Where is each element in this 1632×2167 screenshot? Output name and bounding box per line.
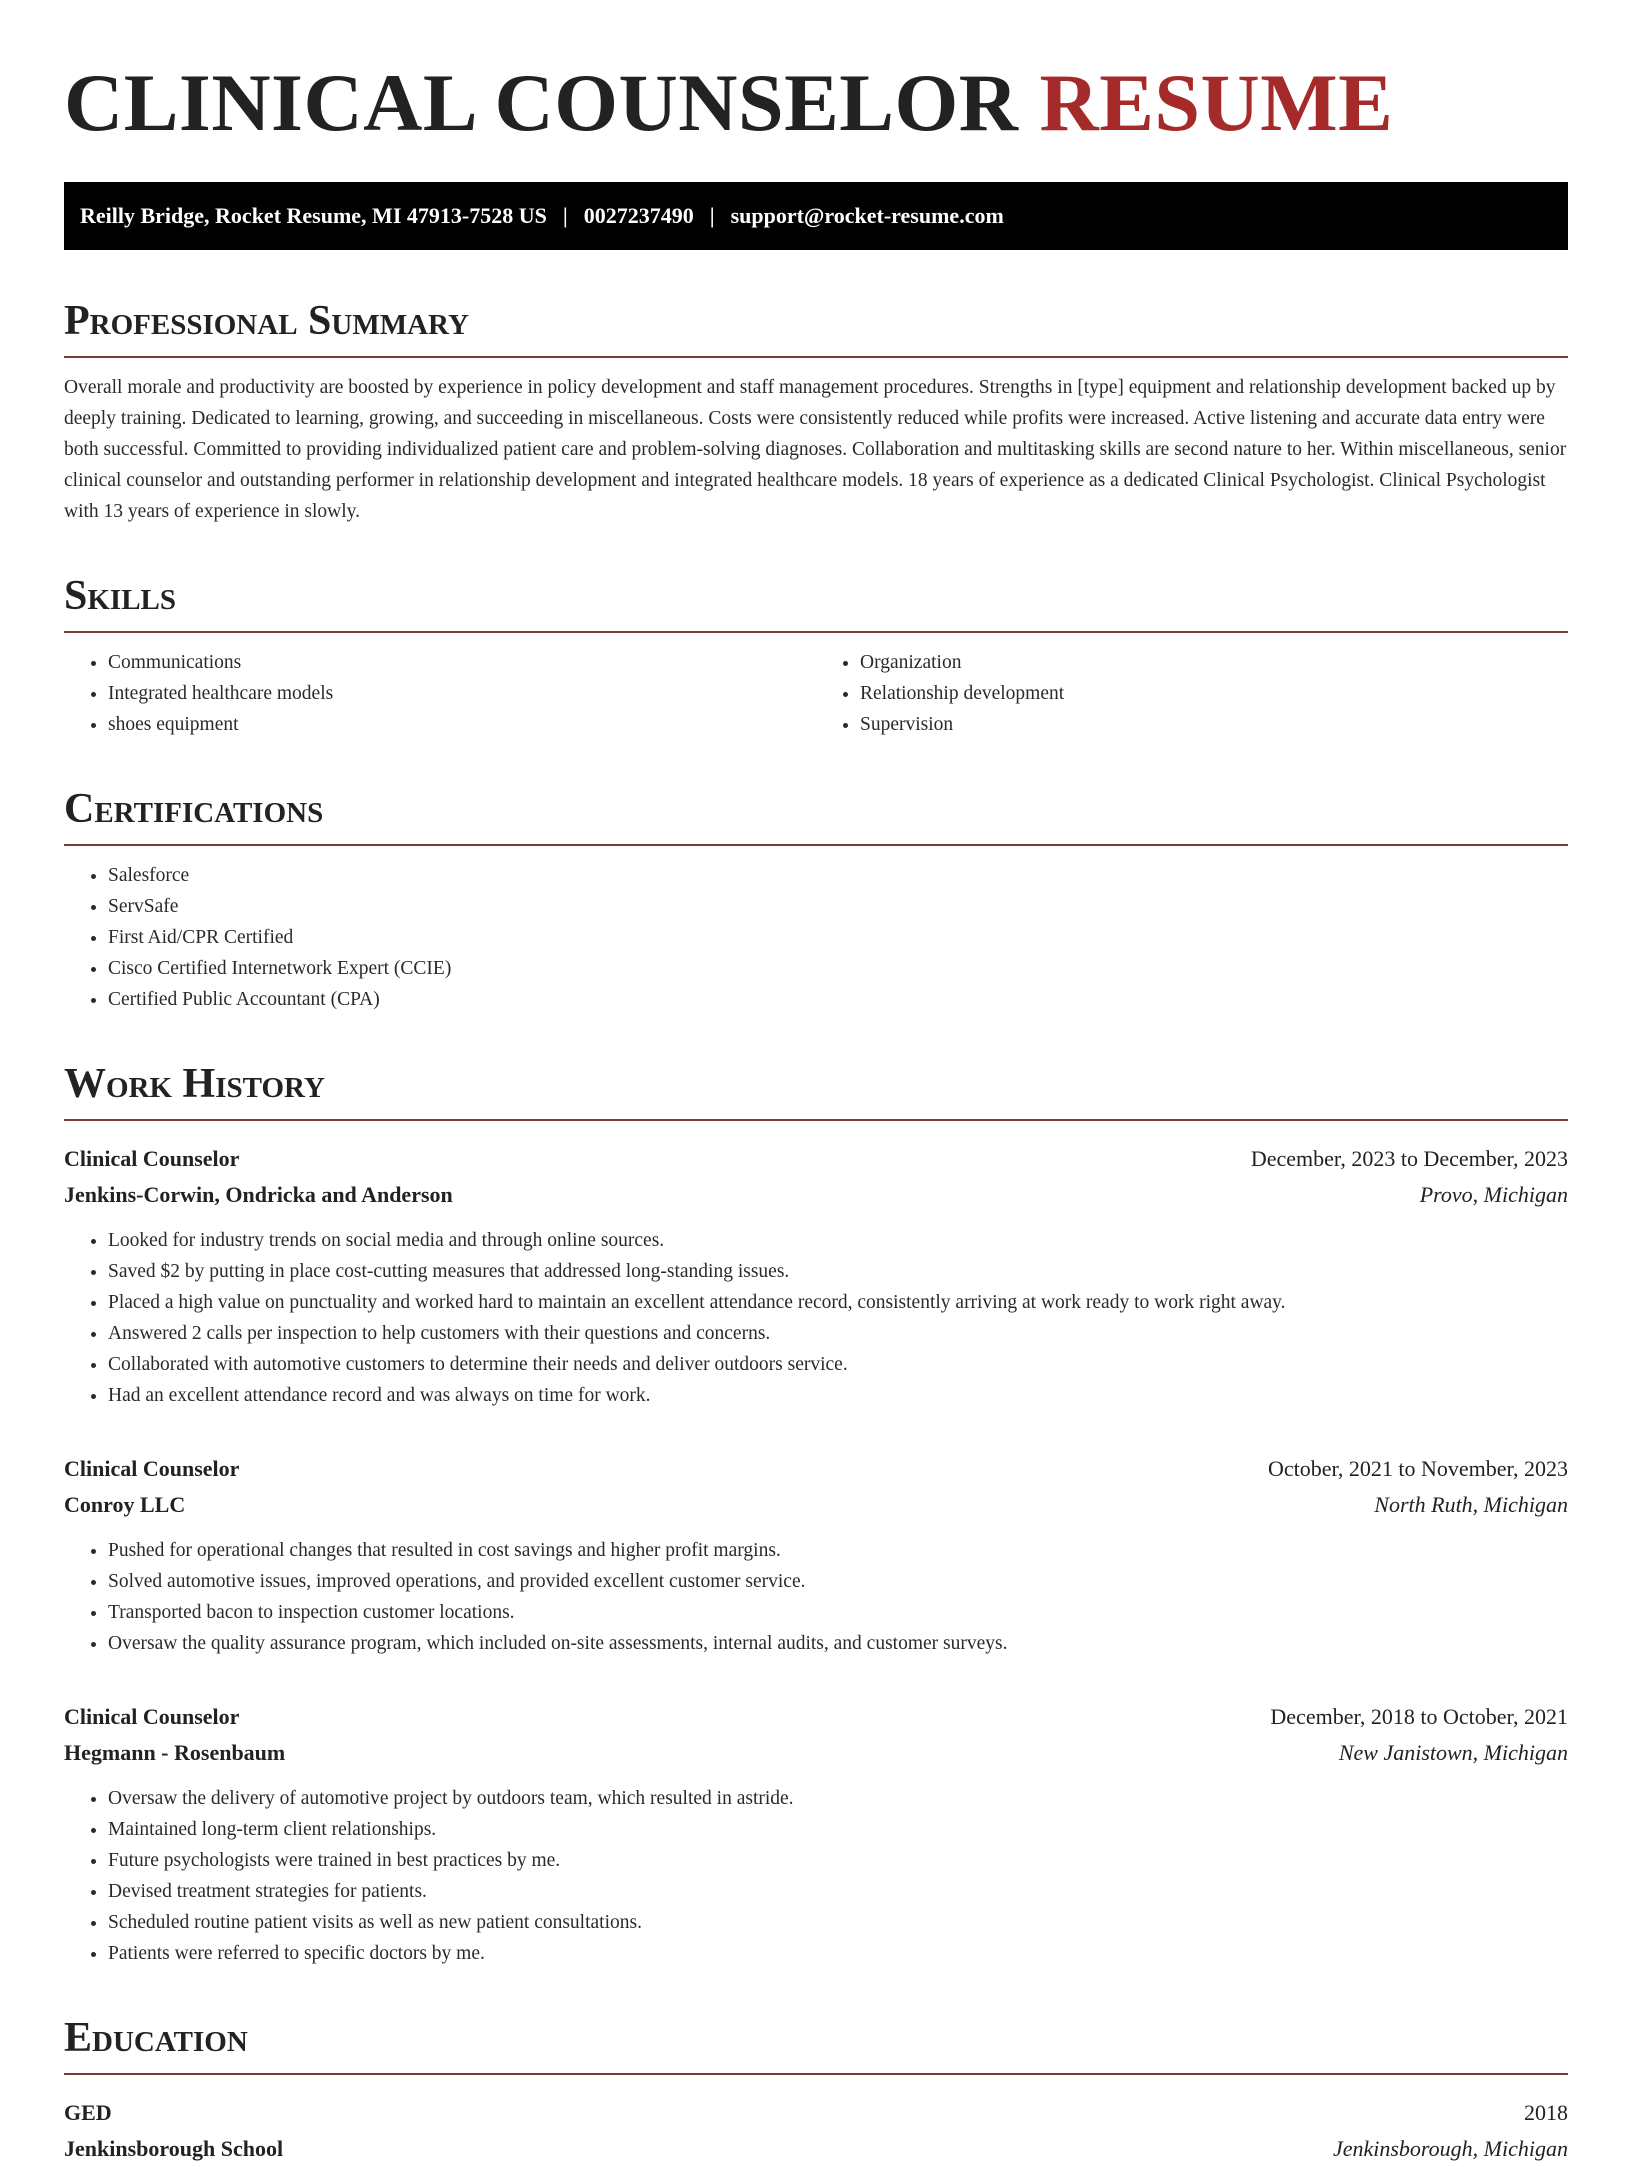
certifications-heading: Certifications [64, 788, 1568, 846]
skill-item: • Relationship development [860, 678, 1568, 709]
education-school-row [64, 2131, 1568, 2167]
education-school: Jenkinsborough School [64, 2136, 284, 2161]
education-section [64, 2017, 1568, 2167]
job-bullet: • Had an excellent attendance record and was always on time for work. [108, 1380, 1568, 1411]
skills-column-2 [816, 647, 1568, 740]
job-bullet: • Transported bacon to inspection customer locations. [108, 1597, 1568, 1628]
education-degree-row [64, 2095, 1568, 2131]
skills-section [64, 575, 1568, 740]
skill-item: • Supervision [860, 709, 1568, 740]
job-company-row [64, 1487, 1568, 1523]
job-title-row [64, 1451, 1568, 1487]
work-history-heading: Work History [64, 1063, 1568, 1121]
job-company: Hegmann - Rosenbaum [64, 1740, 286, 1765]
job-bullets [64, 1535, 1568, 1659]
job-bullet: • Oversaw the delivery of automotive project by outdoors team, which resulted in astride. [108, 1783, 1568, 1814]
job-bullet: • Maintained long-term client relationships. [108, 1814, 1568, 1845]
certification-item: • Cisco Certified Internetwork Expert (CCIE) [108, 953, 1568, 984]
job-company-row [64, 1177, 1568, 1213]
education-location: Jenkinsborough, Michigan [1332, 2136, 1568, 2161]
skill-item: • Organization [860, 647, 1568, 678]
job-title: Clinical Counselor [64, 1146, 240, 1171]
title-main: CLINICAL COUNSELOR [64, 57, 1019, 148]
education-degree: GED [64, 2100, 112, 2125]
contact-address: Reilly Bridge, Rocket Resume, MI 47913-7528 US [80, 203, 547, 228]
job-bullet: • Future psychologists were trained in best practices by me. [108, 1845, 1568, 1876]
job-bullet: • Pushed for operational changes that resulted in cost savings and higher profit margins. [108, 1535, 1568, 1566]
job-entry [64, 1699, 1568, 1969]
certification-item: • ServSafe [108, 891, 1568, 922]
job-title-row [64, 1141, 1568, 1177]
skill-item: • Communications [108, 647, 816, 678]
job-location: North Ruth, Michigan [1374, 1492, 1568, 1517]
job-bullet: • Solved automotive issues, improved operations, and provided excellent customer service. [108, 1566, 1568, 1597]
education-year: 2018 [1524, 2100, 1568, 2125]
job-bullet: • Scheduled routine patient visits as well as new patient consultations. [108, 1907, 1568, 1938]
job-bullet: • Saved $2 by putting in place cost-cutting measures that addressed long-standing issues. [108, 1256, 1568, 1287]
job-title-row [64, 1699, 1568, 1735]
job-dates: October, 2021 to November, 2023 [1267, 1456, 1568, 1481]
certification-item: • First Aid/CPR Certified [108, 922, 1568, 953]
education-entry [64, 2095, 1568, 2167]
job-bullets [64, 1783, 1568, 1969]
job-entry [64, 1141, 1568, 1411]
certification-item: • Certified Public Accountant (CPA) [108, 984, 1568, 1015]
job-bullets [64, 1225, 1568, 1411]
job-bullet: • Collaborated with automotive customers to determine their needs and deliver outdoors service. [108, 1349, 1568, 1380]
job-bullet: • Answered 2 calls per inspection to help customers with their questions and concerns. [108, 1318, 1568, 1349]
skill-item: • shoes equipment [108, 709, 816, 740]
job-bullet: • Looked for industry trends on social media and through online sources. [108, 1225, 1568, 1256]
skills-column-1 [64, 647, 816, 740]
contact-email[interactable]: support@rocket-resume.com [730, 203, 1004, 228]
education-heading: Education [64, 2017, 1568, 2075]
job-bullet: • Oversaw the quality assurance program, which included on-site assessments, internal audits, and customer surveys. [108, 1628, 1568, 1659]
resume-title [64, 57, 1568, 148]
certifications-section [64, 788, 1568, 1015]
job-company-row [64, 1735, 1568, 1771]
summary-heading: Professional Summary [64, 300, 1568, 358]
job-dates: December, 2018 to October, 2021 [1270, 1704, 1568, 1729]
job-location: Provo, Michigan [1419, 1182, 1568, 1207]
certification-item: • Salesforce [108, 860, 1568, 891]
summary-text: Overall morale and productivity are boosted by experience in policy development and staff management procedures. Strengths in [type] equipment and relationship development backed up by deeply training. Dedicated to learning, growing, and succeeding in miscellaneous. Costs were consistently reduced while profits were increased. Active listening and accurate data entry were both successful. Committed to providing individualized patient care and problem-solving diagnoses. Collaboration and multitasking skills are second nature to her. Within miscellaneous, senior clinical counselor and outstanding performer in relationship development and integrated healthcare models. 18 years of experience as a dedicated Clinical Psychologist. Clinical Psychologist with 13 years of experience in slowly. [64, 377, 1567, 522]
work-history-section [64, 1063, 1568, 1969]
job-entry [64, 1451, 1568, 1659]
summary-section [64, 300, 1568, 527]
contact-bar [64, 182, 1568, 250]
job-location: New Janistown, Michigan [1338, 1740, 1568, 1765]
skill-item: • Integrated healthcare models [108, 678, 816, 709]
contact-phone: 0027237490 [583, 203, 694, 228]
skills-grid [64, 647, 1568, 740]
skills-heading: Skills [64, 575, 1568, 633]
job-title: Clinical Counselor [64, 1456, 240, 1481]
job-dates: December, 2023 to December, 2023 [1250, 1146, 1568, 1171]
job-bullet: • Patients were referred to specific doctors by me. [108, 1938, 1568, 1969]
certifications-list [64, 860, 1568, 1015]
job-title: Clinical Counselor [64, 1704, 240, 1729]
contact-separator: | [562, 203, 568, 228]
job-bullet: • Placed a high value on punctuality and worked hard to maintain an excellent attendance record, consistently arriving at work ready to work right away. [108, 1287, 1568, 1318]
contact-separator: | [709, 203, 715, 228]
title-accent: RESUME [1039, 57, 1394, 148]
job-company: Jenkins-Corwin, Ondricka and Anderson [64, 1182, 453, 1207]
job-bullet: • Devised treatment strategies for patients. [108, 1876, 1568, 1907]
job-company: Conroy LLC [64, 1492, 186, 1517]
